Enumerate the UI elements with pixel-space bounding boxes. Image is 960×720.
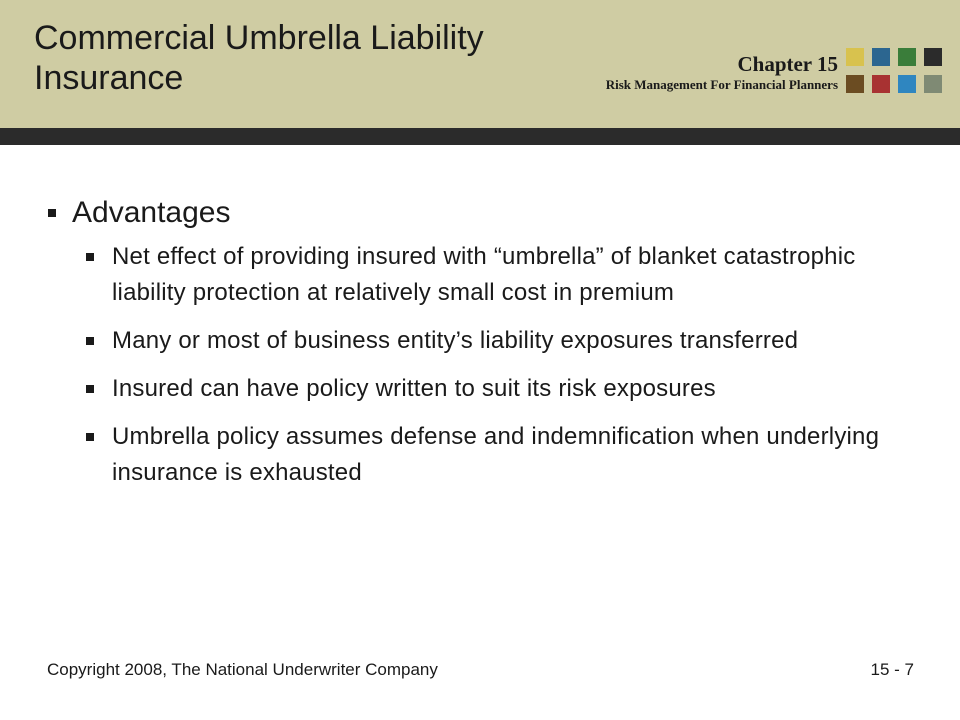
bullet-item xyxy=(48,323,928,359)
chapter-info xyxy=(606,52,838,94)
bullet-item xyxy=(48,371,928,407)
bullet-heading xyxy=(48,195,928,231)
bullet-text: Net effect of providing insured with “umbrella” of blanket catastrophic liability protection at relatively small cost in premium xyxy=(112,243,856,306)
square-red xyxy=(872,75,890,93)
copyright-text: Copyright 2008, The National Underwriter Company xyxy=(47,660,438,679)
bullet-item xyxy=(48,239,928,311)
square-bullet-icon xyxy=(86,433,94,441)
slide-content xyxy=(48,195,928,503)
square-blue xyxy=(872,48,890,66)
bullet-item xyxy=(48,419,928,491)
square-yellow xyxy=(846,48,864,66)
bullet-text: Umbrella policy assumes defense and indemnification when underlying insurance is exhausted xyxy=(112,423,880,486)
heading-text: Advantages xyxy=(72,196,231,229)
chapter-title: Chapter 15 xyxy=(737,52,838,76)
square-bullet-icon xyxy=(86,253,94,261)
square-light-blue xyxy=(898,75,916,93)
header-divider-bar xyxy=(0,128,960,145)
square-bullet-icon xyxy=(86,337,94,345)
square-green xyxy=(898,48,916,66)
square-brown xyxy=(846,75,864,93)
slide-header xyxy=(0,0,960,128)
square-bullet-icon xyxy=(86,385,94,393)
square-bullet-icon xyxy=(48,209,56,217)
bullet-text: Insured can have policy written to suit its risk exposures xyxy=(112,375,716,402)
slide-title: Commercial Umbrella Liability Insurance xyxy=(34,19,484,97)
bullet-text: Many or most of business entity’s liability exposures transferred xyxy=(112,327,799,354)
square-black xyxy=(924,48,942,66)
chapter-subtitle: Risk Management For Financial Planners xyxy=(605,77,838,92)
square-gray-green xyxy=(924,75,942,93)
page-number: 15 - 7 xyxy=(870,660,914,679)
